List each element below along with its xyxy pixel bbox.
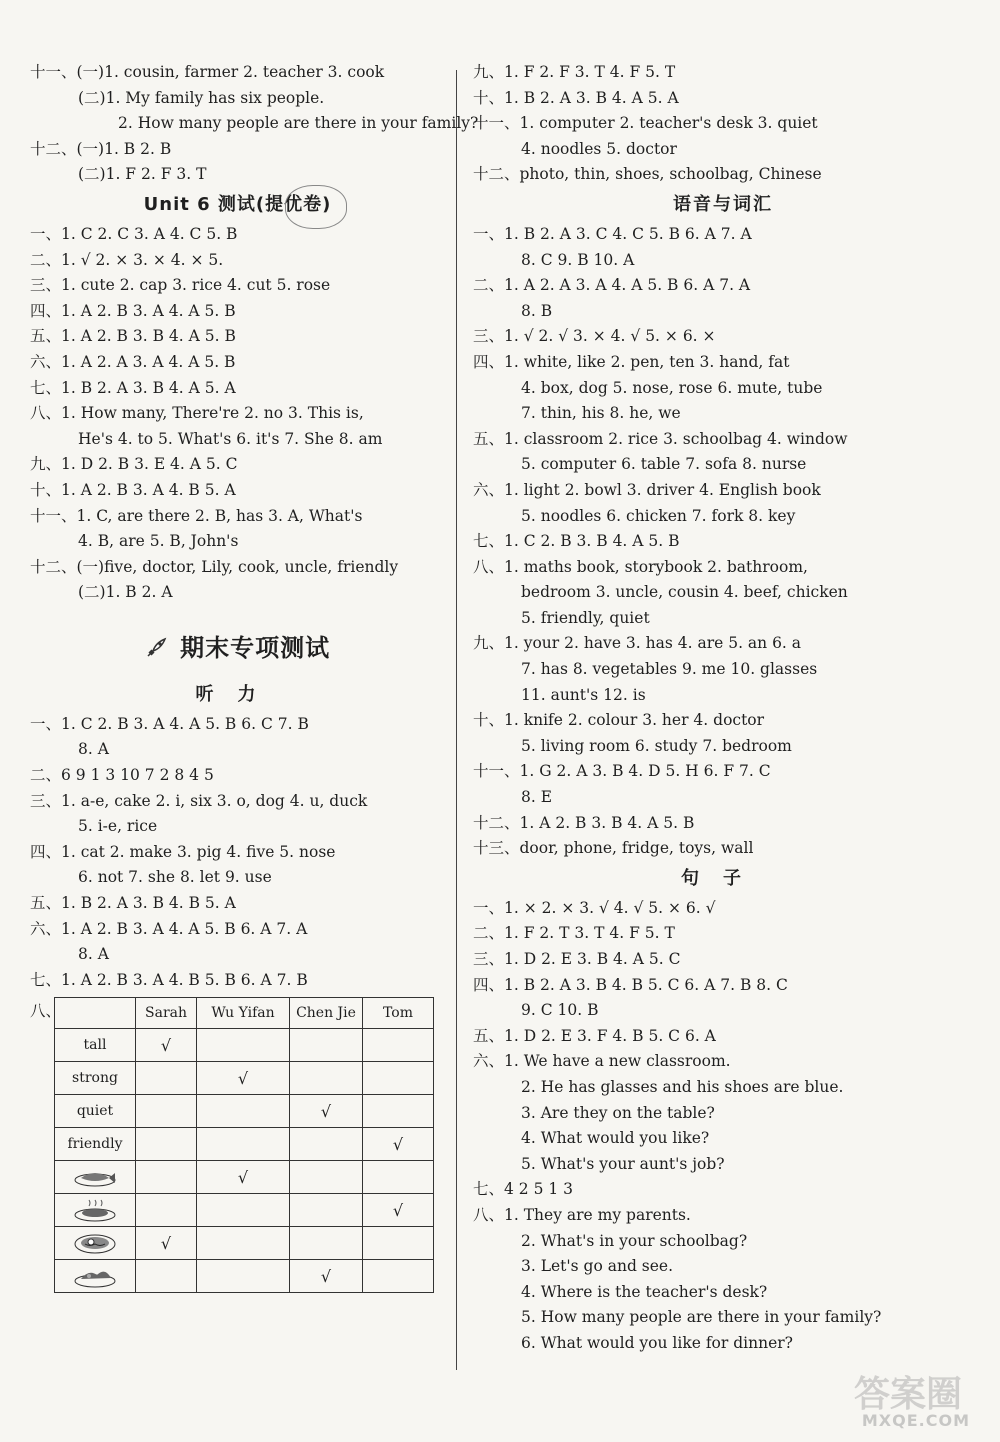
answer-line: 十、1. A 2. B 3. A 4. B 5. A (30, 480, 236, 499)
table-cell (290, 1062, 363, 1095)
table-cell (290, 1194, 363, 1227)
answer-line: 五、1. D 2. E 3. F 4. B 5. C 6. A (473, 1026, 716, 1045)
table-cell (136, 1062, 197, 1095)
table-cell (136, 1128, 197, 1161)
check-mark: √ (320, 1101, 332, 1121)
table-header-cell: Chen Jie (290, 998, 363, 1029)
table-cell (136, 1095, 197, 1128)
table-row (55, 1029, 434, 1062)
check-mark: √ (392, 1134, 404, 1154)
answer-line: He's 4. to 5. What's 6. it's 7. She 8. am (78, 429, 383, 448)
answer-line: 四、1. B 2. A 3. B 4. B 5. C 6. A 7. B 8. C (473, 975, 788, 994)
final-test-title-text: 期末专项测试 (180, 633, 331, 662)
table-cell (197, 1029, 290, 1062)
right-column (473, 60, 973, 1357)
vocab-title: 语音与词汇 (673, 193, 773, 215)
unit6-answers (30, 222, 445, 606)
answer-line: 9. C 10. B (521, 1001, 599, 1020)
answer-line: 8. A (78, 945, 109, 964)
table-cell (136, 1227, 197, 1260)
check-mark: √ (160, 1035, 172, 1055)
sentence-answers (473, 896, 973, 1357)
answer-line: 二、1. F 2. T 3. T 4. F 5. T (473, 924, 675, 943)
answer-line: 2. How many people are there in your family? (118, 114, 479, 133)
table-cell (363, 1062, 434, 1095)
answer-line: 4. What would you like? (521, 1129, 710, 1148)
answer-line: 5. What's your aunt's job? (521, 1154, 725, 1173)
stamp-mark (285, 185, 347, 229)
unit5-answers (30, 60, 479, 188)
answer-line: 十、1. knife 2. colour 3. her 4. doctor (473, 711, 765, 730)
answer-line: 七、1. B 2. A 3. B 4. A 5. A (30, 378, 236, 397)
answer-line: 十二、1. A 2. B 3. B 4. A 5. B (473, 813, 695, 832)
table-question-number: 八、 (30, 1002, 62, 1021)
table-cell (363, 1227, 434, 1260)
answer-line: 十二、photo, thin, shoes, schoolbag, Chinese (473, 165, 822, 184)
watermark-logo (820, 1366, 970, 1430)
answer-line: 五、1. B 2. A 3. B 4. B 5. A (30, 894, 236, 913)
survey-table-section (30, 993, 445, 1333)
table-cell (363, 1260, 434, 1293)
table-cell (363, 1029, 434, 1062)
table-cell (197, 1095, 290, 1128)
table-row (55, 1062, 434, 1095)
answer-line: 4. B, are 5. B, John's (78, 532, 239, 551)
table-cell (290, 1161, 363, 1194)
answer-line: 十二、(一)1. B 2. B (30, 139, 172, 158)
answer-line: 一、1. C 2. B 3. A 4. A 5. B 6. C 7. B (30, 714, 309, 733)
answer-line: 三、1. D 2. E 3. B 4. A 5. C (473, 950, 681, 968)
answer-line: 十三、door, phone, fridge, toys, wall (473, 839, 754, 858)
answer-line: 6. What would you like for dinner? (521, 1333, 793, 1352)
table-cell (136, 1194, 197, 1227)
left-column (30, 60, 479, 1333)
answer-line: 3. Are they on the table? (521, 1103, 715, 1122)
table-cell (197, 1161, 290, 1194)
answer-line: 5. i-e, rice (78, 817, 158, 836)
watermark-glyph: 答案圈 (853, 1374, 962, 1415)
table-header-cell: Sarah (136, 998, 197, 1029)
vegetable-dish-icon (55, 1260, 136, 1293)
answer-line: 十二、(一)five, doctor, Lily, cook, uncle, friendly (30, 557, 399, 576)
answer-line: 4. noodles 5. doctor (521, 139, 677, 158)
table-cell (197, 1260, 290, 1293)
table-cell (290, 1227, 363, 1260)
answer-line: 六、1. A 2. A 3. A 4. A 5. B (30, 352, 236, 371)
check-mark: √ (237, 1167, 249, 1187)
answer-line: 四、1. A 2. B 3. A 4. A 5. B (30, 301, 236, 320)
answer-line: 7. has 8. vegetables 9. me 10. glasses (521, 660, 818, 679)
table-cell (136, 1029, 197, 1062)
answer-line: 8. C 9. B 10. A (521, 250, 635, 269)
answer-line: 5. computer 6. table 7. sofa 8. nurse (521, 455, 807, 474)
answer-line: 十一、1. computer 2. teacher's desk 3. quiet (473, 114, 818, 133)
noodle-bowl-icon (55, 1227, 136, 1260)
table-row (55, 1260, 434, 1293)
row-label: quiet (55, 1095, 136, 1128)
answer-line: 十、1. B 2. A 3. B 4. A 5. A (473, 88, 679, 107)
sentence-title: 句子 (681, 867, 765, 889)
check-mark: √ (160, 1233, 172, 1253)
answer-line: 十一、1. C, are there 2. B, has 3. A, What's (30, 506, 363, 525)
table-header-cell: Tom (363, 998, 434, 1029)
answer-line: 11. aunt's 12. is (521, 685, 646, 704)
answer-line: 2. He has glasses and his shoes are blue. (521, 1077, 844, 1096)
table-cell (290, 1260, 363, 1293)
answer-line: 一、1. B 2. A 3. C 4. C 5. B 6. A 7. A (473, 224, 752, 243)
vocab-answers (473, 222, 973, 862)
table-cell (197, 1128, 290, 1161)
listening-answers (30, 712, 445, 994)
answer-line: 二、1. √ 2. × 3. × 4. × 5. (30, 250, 224, 269)
table-cell (363, 1194, 434, 1227)
watermark-text: MXQE.COM (861, 1411, 970, 1430)
row-label: tall (55, 1029, 136, 1062)
check-mark: √ (237, 1068, 249, 1088)
row-label: strong (55, 1062, 136, 1095)
answer-line: 九、1. your 2. have 3. has 4. are 5. an 6. a (473, 634, 802, 653)
answer-line: 八、1. They are my parents. (473, 1205, 691, 1224)
check-mark: √ (392, 1200, 404, 1220)
answer-line: 三、1. cute 2. cap 3. rice 4. cut 5. rose (30, 276, 331, 295)
answer-line: 8. A (78, 740, 109, 759)
steaming-dish-icon (55, 1194, 136, 1227)
rocket-icon (145, 637, 167, 659)
answer-line: 六、1. light 2. bowl 3. driver 4. English book (473, 480, 821, 499)
answer-line: 4. box, dog 5. nose, rose 6. mute, tube (521, 378, 823, 397)
answer-line: 二、1. A 2. A 3. A 4. A 5. B 6. A 7. A (473, 276, 751, 295)
answer-line: 5. noodles 6. chicken 7. fork 8. key (521, 506, 796, 525)
table-cell (136, 1260, 197, 1293)
unit6-right-answers (473, 60, 973, 188)
answer-line: 八、1. maths book, storybook 2. bathroom, (473, 557, 808, 576)
table-cell (290, 1095, 363, 1128)
row-label: friendly (55, 1128, 136, 1161)
table-cell (197, 1194, 290, 1227)
answer-line: 九、1. F 2. F 3. T 4. F 5. T (473, 63, 676, 81)
answer-line: 4. Where is the teacher's desk? (521, 1282, 768, 1301)
table-cell (363, 1095, 434, 1128)
answer-line: 七、1. C 2. B 3. B 4. A 5. B (473, 532, 680, 551)
table-row (55, 1128, 434, 1161)
check-mark: √ (320, 1266, 332, 1286)
answer-line: 3. Let's go and see. (521, 1257, 674, 1276)
answer-line: 三、1. a-e, cake 2. i, six 3. o, dog 4. u, duck (30, 791, 368, 810)
answer-line: 七、1. A 2. B 3. A 4. B 5. B 6. A 7. B (30, 970, 308, 989)
answer-line: 5. How many people are there in your family? (521, 1308, 882, 1327)
answer-line: bedroom 3. uncle, cousin 4. beef, chicken (521, 583, 848, 602)
table-cell (197, 1227, 290, 1260)
table-cell (290, 1029, 363, 1062)
answer-line: (二)1. B 2. A (78, 583, 173, 602)
fish-dish-icon (55, 1161, 136, 1194)
unit6-title: Unit 6 测试(提优卷) (143, 193, 332, 215)
table-cell (197, 1062, 290, 1095)
answer-line: 5. friendly, quiet (521, 608, 650, 627)
answer-line: 5. living room 6. study 7. bedroom (521, 736, 792, 755)
answer-line: 四、1. white, like 2. pen, ten 3. hand, fat (473, 352, 790, 371)
answer-line: 六、1. We have a new classroom. (473, 1052, 731, 1071)
answer-line: 一、1. × 2. × 3. √ 4. √ 5. × 6. √ (473, 898, 716, 917)
table-row (55, 1194, 434, 1227)
table-header-cell (55, 998, 136, 1029)
answer-line: 6. not 7. she 8. let 9. use (78, 868, 272, 887)
answer-line: 八、1. How many, There're 2. no 3. This is, (30, 404, 364, 423)
answer-line: (二)1. F 2. F 3. T (78, 165, 207, 184)
table-row (55, 1095, 434, 1128)
table-cell (136, 1161, 197, 1194)
table-cell (363, 1161, 434, 1194)
answer-line: 7. thin, his 8. he, we (521, 404, 681, 423)
column-divider (456, 70, 457, 1370)
listening-title: 听力 (195, 683, 280, 705)
table-cell (363, 1128, 434, 1161)
table-header-cell: Wu Yifan (197, 998, 290, 1029)
table-cell (290, 1128, 363, 1161)
final-test-title (30, 618, 445, 678)
answer-line: 四、1. cat 2. make 3. pig 4. five 5. nose (30, 842, 336, 861)
answer-line: 十一、(一)1. cousin, farmer 2. teacher 3. cook (30, 63, 385, 81)
answer-line: 三、1. √ 2. √ 3. × 4. √ 5. × 6. × (473, 327, 716, 346)
answer-line: 一、1. C 2. C 3. A 4. C 5. B (30, 224, 238, 243)
table-row (55, 1161, 434, 1194)
answer-line: 2. What's in your schoolbag? (521, 1231, 748, 1250)
answer-line: (二)1. My family has six people. (78, 88, 325, 107)
answer-line: 十一、1. G 2. A 3. B 4. D 5. H 6. F 7. C (473, 762, 771, 781)
answer-line: 九、1. D 2. B 3. E 4. A 5. C (30, 455, 238, 474)
answer-line: 二、6 9 1 3 10 7 2 8 4 5 (30, 766, 214, 785)
answer-line: 六、1. A 2. B 3. A 4. A 5. B 6. A 7. A (30, 919, 308, 938)
answer-line: 五、1. A 2. B 3. B 4. A 5. B (30, 327, 236, 346)
answer-line: 8. B (521, 301, 553, 320)
survey-table (54, 997, 434, 1293)
table-row (55, 1227, 434, 1260)
answer-line: 七、4 2 5 1 3 (473, 1180, 574, 1199)
answer-line: 五、1. classroom 2. rice 3. schoolbag 4. window (473, 429, 848, 448)
answer-line: 8. E (521, 788, 553, 807)
